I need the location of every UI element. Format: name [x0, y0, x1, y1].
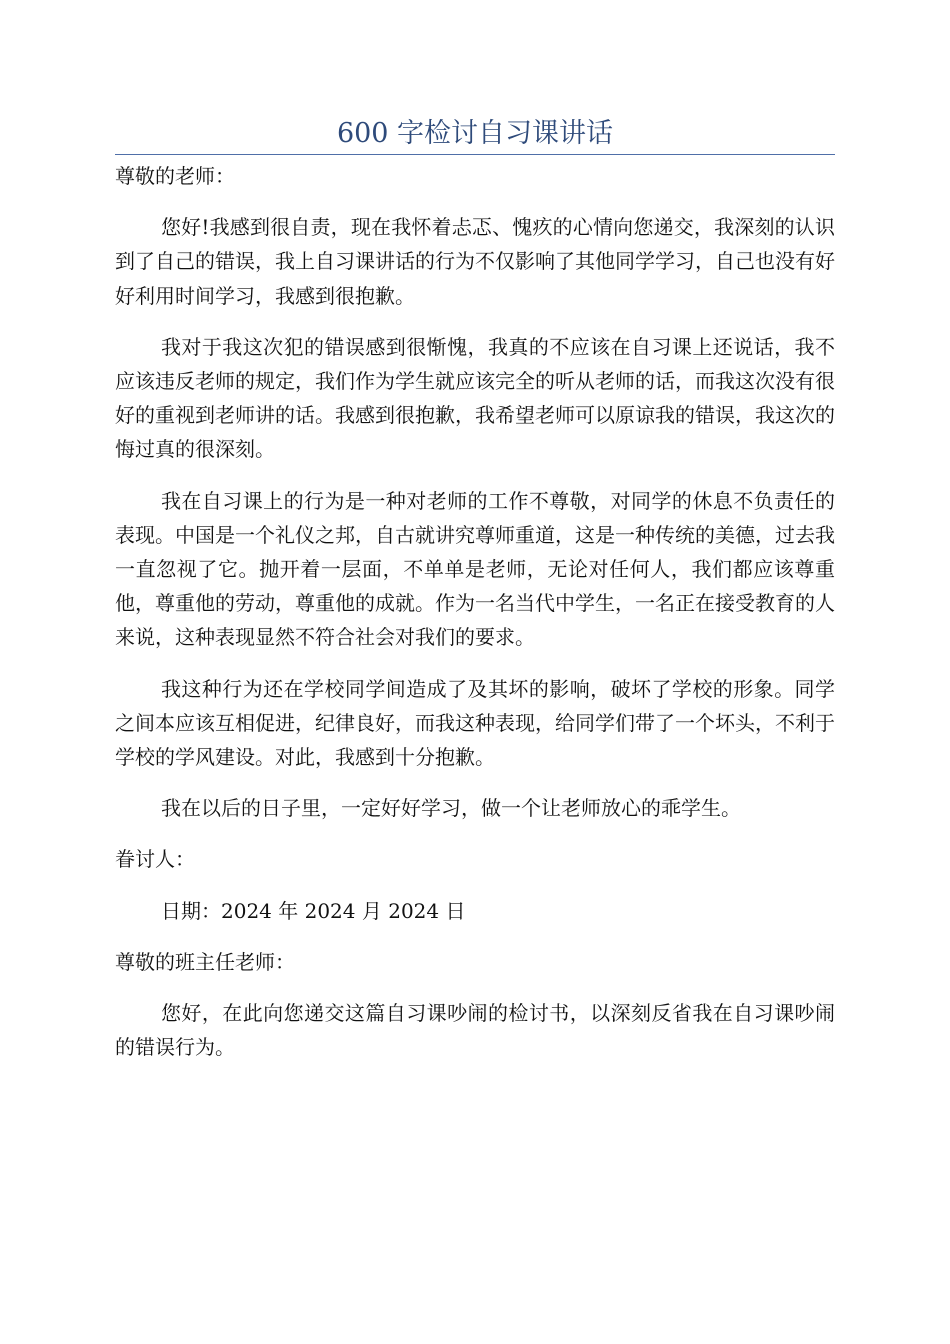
document-title: 600 字检讨自习课讲话: [336, 118, 614, 149]
date-line: 日期：2024 年 2024 月 2024 日: [161, 898, 466, 923]
paragraph: 我在以后的日子里，一定好好学习，做一个让老师放心的乖学生。: [161, 796, 741, 821]
paragraph: 您好!我感到很自责，现在我怀着忐忑、愧疚的心情向您递交，我深刻的认识到了自己的错误，我上自习课讲话的行为不仅影响了其他同学学习，自己也没有好好利用时间学习，我感到很抱歉。: [115, 215, 835, 308]
paragraph: 我在自习课上的行为是一种对老师的工作不尊敬，对同学的休息不负责任的表现。中国是一个礼仪之邦，自古就讲究尊师重道，这是一种传统的美德，过去我一直忽视了它。抛开着一层面，不单单是老师，无论对任何人，我们都应该尊重他，尊重他的劳动，尊重他的成就。作为一名当代中学生，一名正在接受教育的人来说，这种表现显然不符合社会对我们的要求。: [115, 488, 835, 650]
paragraph: 我对于我这次犯的错误感到很惭愧，我真的不应该在自习课上还说话，我不应该违反老师的规定，我们作为学生就应该完全的听从老师的话，而我这次没有很好的重视到老师讲的话。我感到很抱歉，我希望老师可以原谅我的错误，我这次的悔过真的很深刻。: [115, 334, 835, 462]
paragraph: 我这种行为还在学校同学间造成了及其坏的影响，破坏了学校的形象。同学之间本应该互相促进，纪律良好，而我这种表现，给同学们带了一个坏头，不利于学校的学风建设。对此，我感到十分抱歉。: [115, 676, 835, 770]
document-body: [115, 148, 835, 1081]
signature-line: 眷讨人：: [115, 847, 195, 872]
salutation: 尊敬的班主任老师：: [115, 949, 295, 974]
salutation: 尊敬的老师：: [115, 164, 235, 188]
paragraph: 您好，在此向您递交这篇自习课吵闹的检讨书，以深刻反省我在自习课吵闹的错误行为。: [115, 1001, 835, 1060]
